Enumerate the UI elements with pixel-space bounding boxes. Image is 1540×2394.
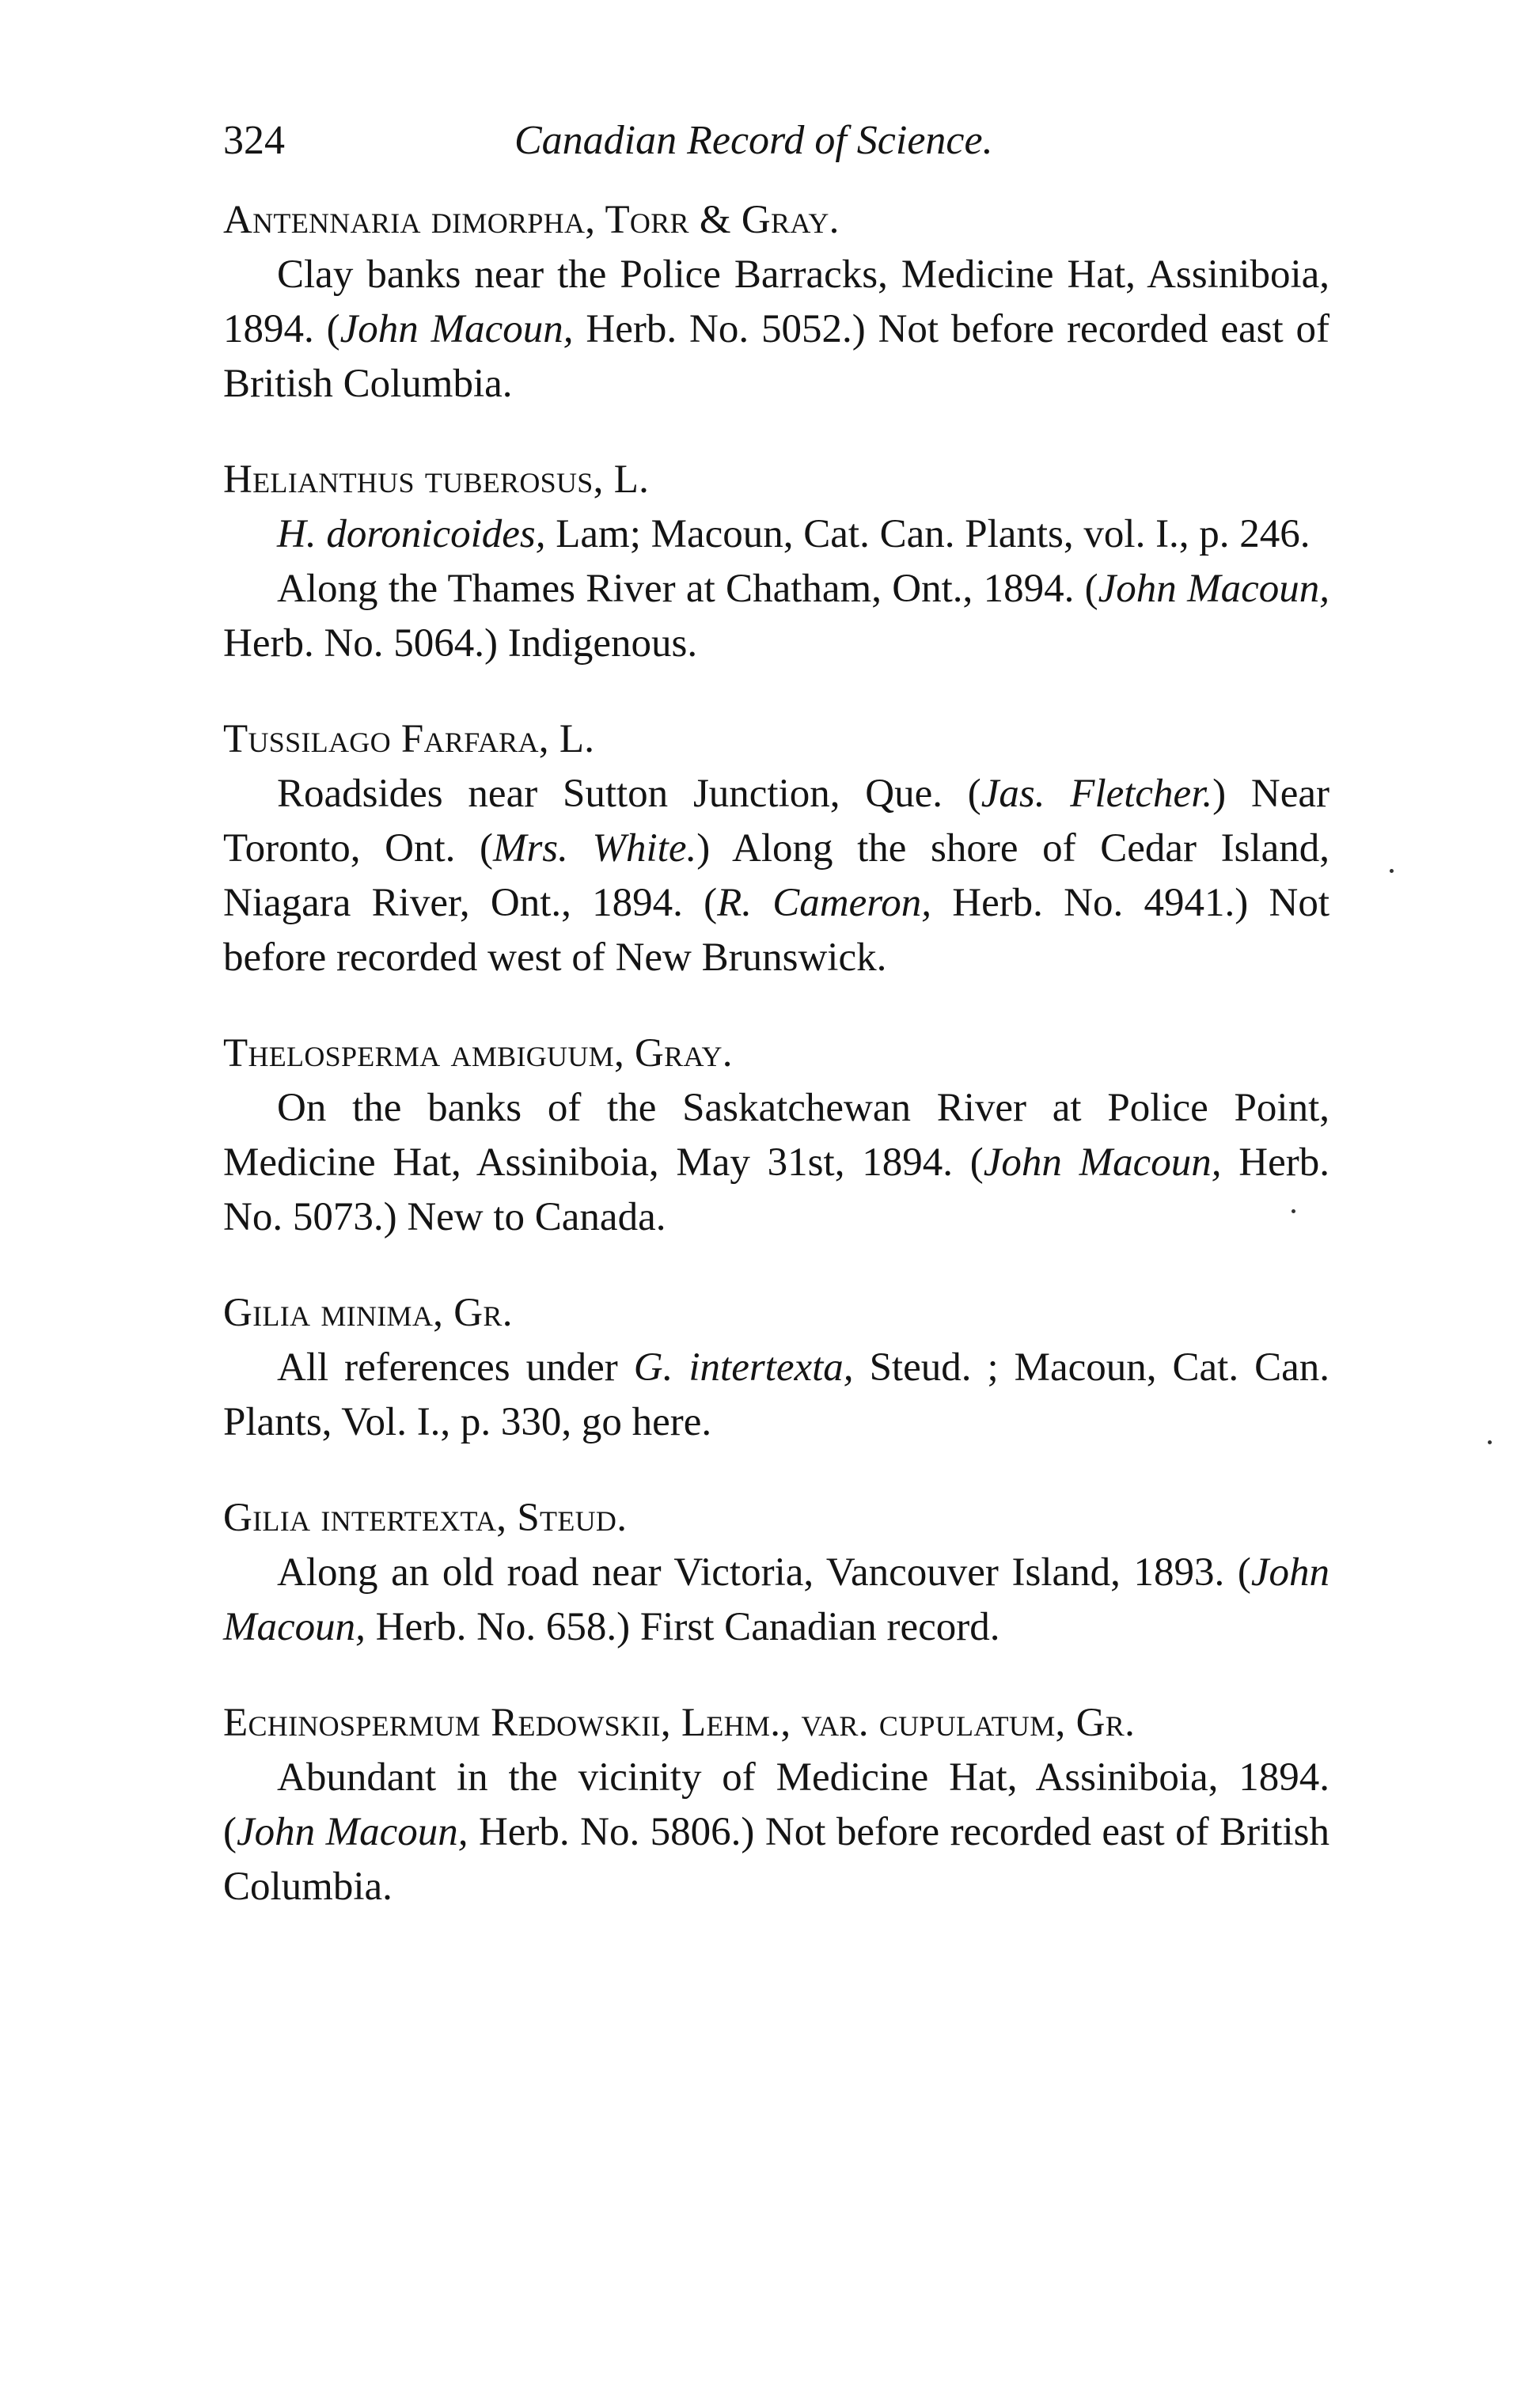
text-fragment: Gr. — [1075, 1701, 1136, 1745]
text-fragment: Torr & Gray. — [605, 198, 840, 242]
small-caps-text: Helianthus tuberosus, — [223, 457, 614, 502]
species-heading — [223, 453, 1329, 507]
species-entry — [223, 1286, 1329, 1450]
text-fragment: Gray. — [635, 1031, 733, 1076]
text-fragment: Steud. ; Macoun, Cat. Can. Plants, Vol. I., p. 330, go here. — [223, 1345, 1330, 1444]
species-entry — [223, 1491, 1329, 1655]
small-caps-text: Echinospermum Redowskii, — [223, 1701, 681, 1745]
entry-paragraph — [223, 507, 1329, 562]
text-fragment: All references under — [277, 1345, 634, 1390]
text-fragment: ) Along the shore of Cedar Island, Niagara River, Ont., 1894. ( — [223, 826, 1330, 925]
species-entry — [223, 193, 1329, 412]
page-header — [223, 117, 1331, 180]
text-fragment: Lehm., var. — [681, 1701, 879, 1745]
text-fragment: Herb. No. 5073.) New to Canada. — [223, 1140, 1329, 1239]
species-heading — [223, 1696, 1329, 1751]
italic-text: G. intertexta, — [633, 1345, 854, 1390]
species-heading — [223, 712, 1329, 767]
text-fragment: Herb. No. 5052.) Not before recorded east of British Columbia. — [223, 307, 1329, 406]
page-number: 324 — [223, 118, 285, 163]
species-entry — [223, 453, 1329, 671]
italic-text: Mrs. White. — [492, 826, 697, 871]
entry-paragraph — [223, 1081, 1329, 1245]
species-entry — [223, 1696, 1329, 1914]
entry-paragraph — [223, 1341, 1329, 1450]
text-fragment: L. — [613, 457, 650, 502]
page-body — [223, 193, 1329, 1956]
small-caps-text: Antennaria dimorpha, — [223, 198, 605, 242]
species-entry — [223, 712, 1329, 985]
text-fragment: Herb. No. 658.) First Canadian record. — [365, 1605, 1000, 1649]
species-heading — [223, 1286, 1329, 1341]
text-fragment: On the banks of the Saskatchewan River at Police Point, Medicine Hat, Assiniboia, May 31st, 1894. ( — [223, 1086, 1329, 1185]
italic-text: John Macoun, — [236, 1810, 468, 1854]
entry-paragraph — [223, 1751, 1329, 1914]
entry-paragraph — [223, 248, 1329, 412]
text-fragment: Gr. — [453, 1291, 513, 1335]
small-caps-text: cupulatum, — [878, 1701, 1076, 1745]
italic-text: R. Cameron, — [717, 881, 931, 925]
text-fragment: Clay banks near the Police Barracks, Medicine Hat, Assiniboia, 1894. ( — [223, 252, 1329, 351]
entry-paragraph — [223, 767, 1329, 985]
text-fragment: L. — [559, 717, 595, 761]
text-fragment: Roadsides near Sutton Junction, Que. ( — [277, 772, 981, 816]
species-entry — [223, 1026, 1329, 1245]
entry-paragraph — [223, 1546, 1329, 1655]
small-caps-text: Gilia minima, — [223, 1291, 454, 1335]
italic-text: John Macoun, — [223, 1550, 1329, 1649]
text-fragment: Herb. No. 5064.) Indigenous. — [223, 621, 698, 666]
species-heading — [223, 1026, 1329, 1081]
running-title: Canadian Record of Science. — [514, 118, 993, 163]
text-fragment: Steud. — [517, 1496, 628, 1540]
text-fragment: Along the Thames River at Chatham, Ont., 1894. ( — [277, 567, 1098, 611]
text-fragment: Abundant in the vicinity of Medicine Hat, Assiniboia, 1894. ( — [223, 1755, 1329, 1854]
small-caps-text: Thelosperma ambiguum, — [223, 1031, 635, 1076]
italic-text: H. doronicoides, — [277, 512, 546, 556]
text-fragment: Herb. No. 5806.) Not before recorded east of British Columbia. — [223, 1810, 1329, 1909]
scan-speck — [1488, 1440, 1492, 1444]
entry-paragraph — [223, 562, 1329, 671]
scan-speck — [1390, 869, 1394, 873]
italic-text: Jas. Fletcher. — [981, 772, 1213, 816]
text-fragment: ) Near Toronto, Ont. ( — [223, 772, 1329, 871]
italic-text: John Macoun, — [983, 1140, 1222, 1185]
small-caps-text: Gilia intertexta, — [223, 1496, 518, 1540]
scan-speck — [1292, 1209, 1295, 1213]
italic-text: John Macoun, — [1098, 567, 1329, 611]
text-fragment: Along an old road near Victoria, Vancouver Island, 1893. ( — [277, 1550, 1251, 1595]
text-fragment: Lam; Macoun, Cat. Can. Plants, vol. I., p. 246. — [545, 512, 1311, 556]
italic-text: John Macoun, — [339, 307, 574, 351]
text-fragment: Herb. No. 4941.) Not before recorded west of New Brunswick. — [223, 881, 1329, 980]
small-caps-text: Tussilago Farfara, — [223, 717, 559, 761]
species-heading — [223, 1491, 1329, 1546]
species-heading — [223, 193, 1329, 248]
